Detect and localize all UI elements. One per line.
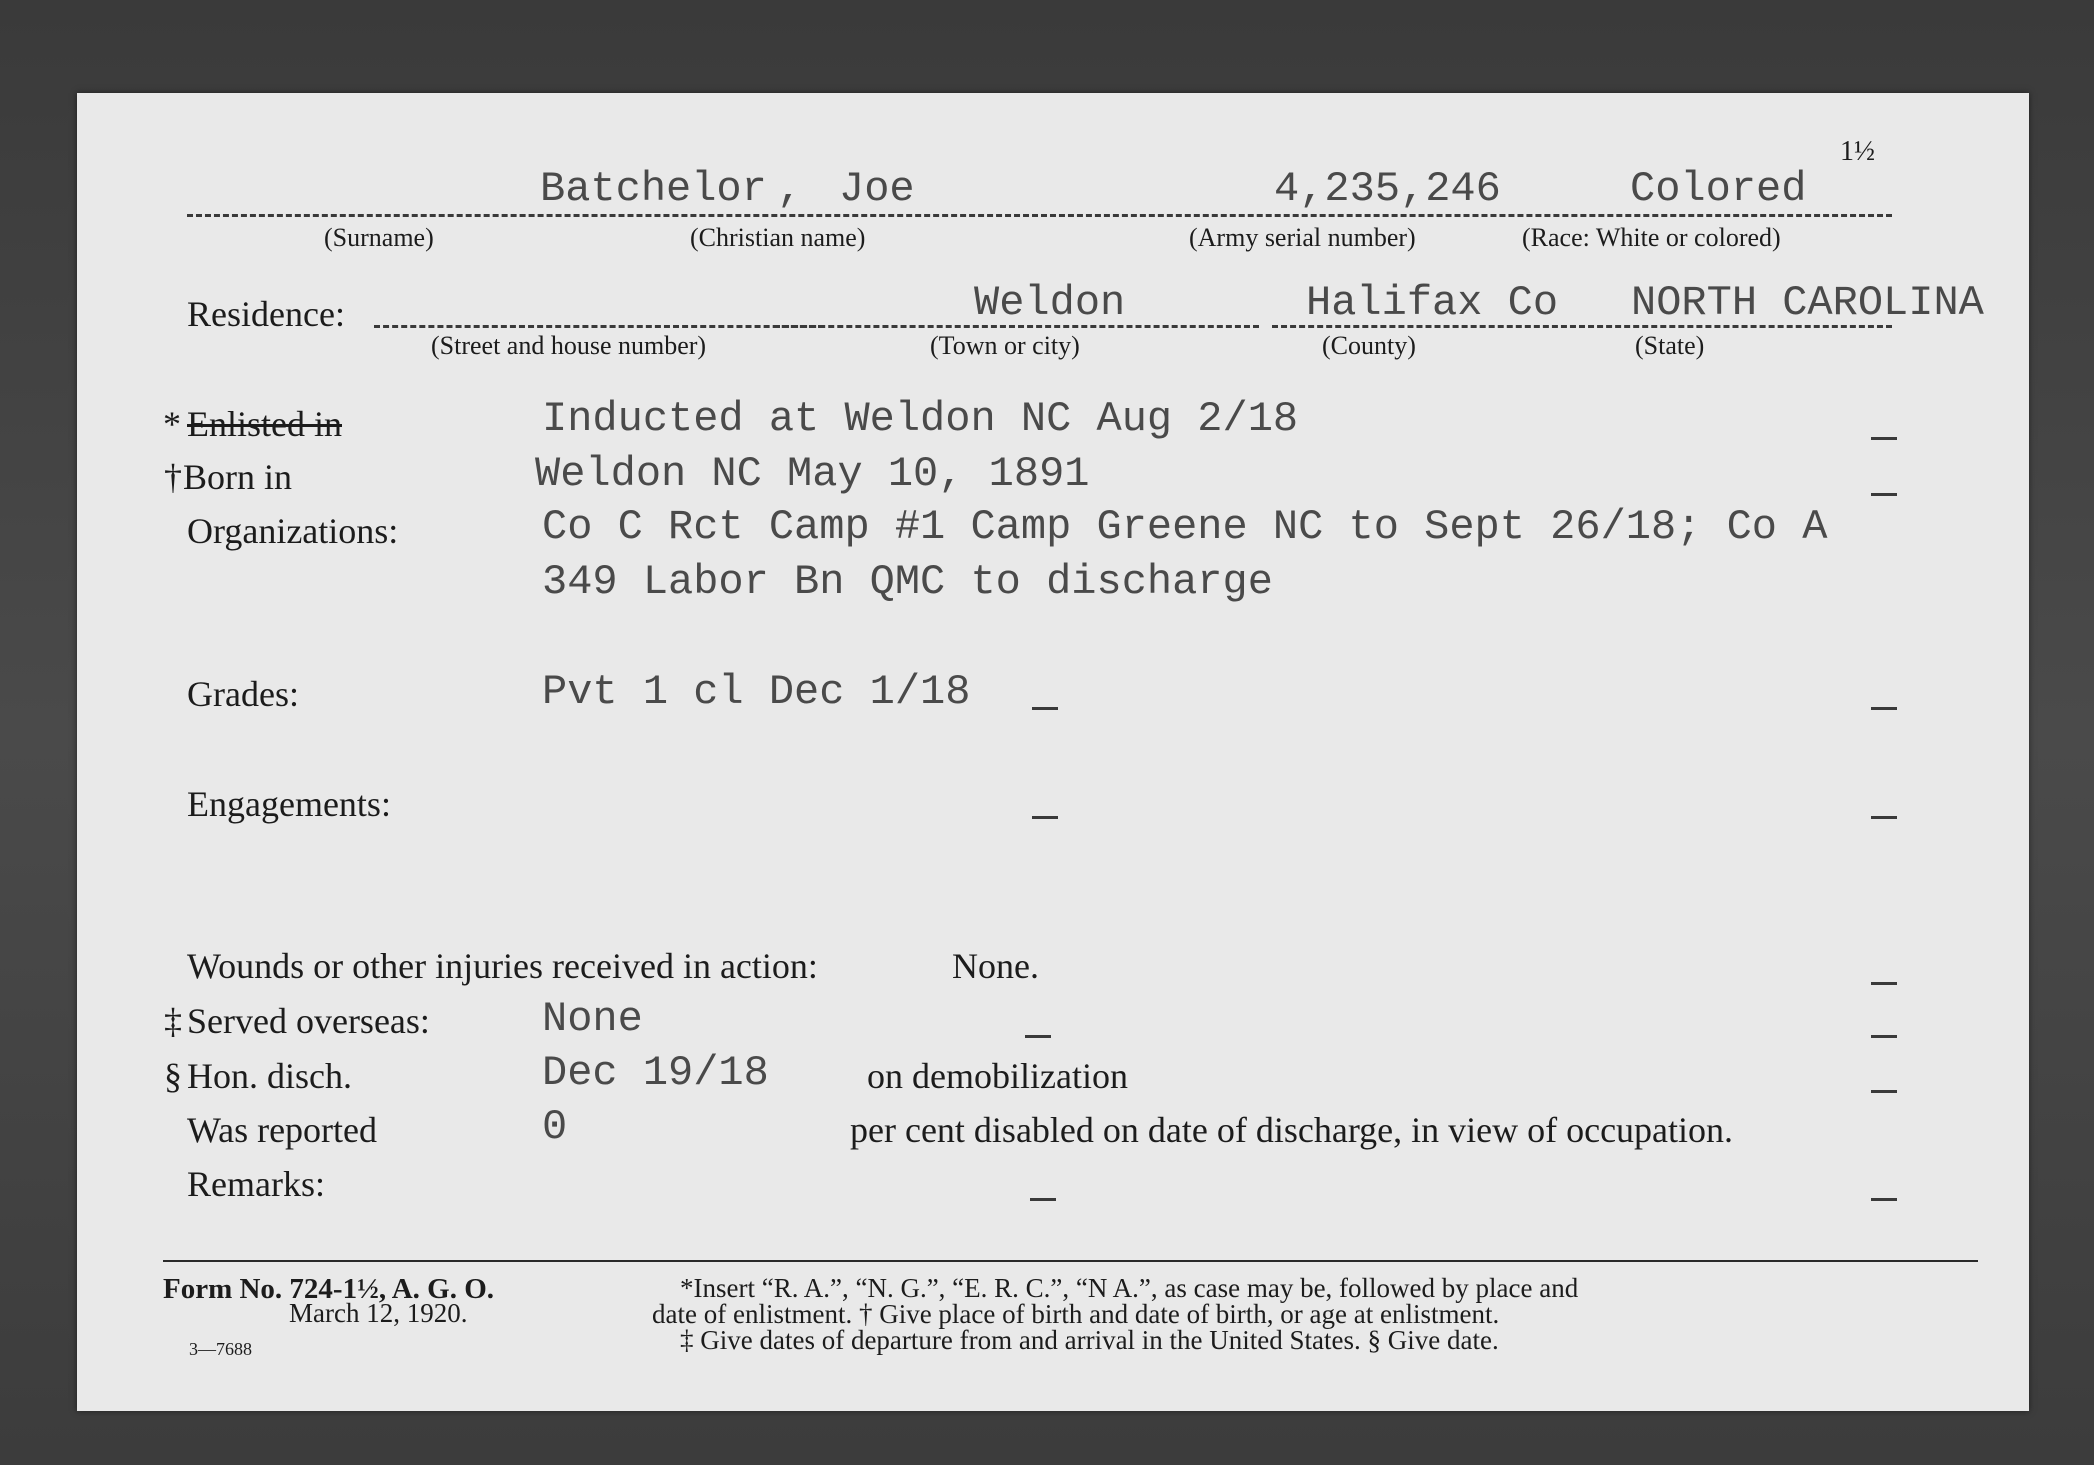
surname-caption: (Surname): [324, 223, 434, 252]
race-caption: (Race: White or colored): [1522, 223, 1781, 252]
footer-note-line-3: ‡ Give dates of departure from and arrival in the United States. § Give date.: [680, 1325, 1499, 1355]
form-date: March 12, 1920.: [289, 1298, 468, 1328]
born-dash: [1871, 493, 1897, 496]
remarks-dash: [1030, 1198, 1056, 1201]
reported-label: Was reported: [187, 1110, 378, 1150]
born-symbol: †: [164, 457, 182, 497]
county-caption: (County): [1322, 331, 1416, 360]
organizations-line-2: 349 Labor Bn QMC to discharge: [542, 558, 1273, 606]
discharge-value: Dec 19/18: [542, 1049, 769, 1097]
street-caption: (Street and house number): [431, 331, 707, 360]
footer-note-line-2: date of enlistment. † Give place of birth and date of birth, or age at enlistment.: [652, 1299, 1500, 1329]
overseas-value: None: [542, 995, 643, 1043]
christian-name-value: Joe: [839, 165, 915, 213]
wounds-value: None.: [952, 946, 1039, 986]
grades-label: Grades:: [187, 674, 299, 714]
serial-caption: (Army serial number): [1189, 223, 1416, 252]
serial-number-value: 4,235,246: [1274, 165, 1501, 213]
discharge-dash: [1871, 1090, 1897, 1093]
discharge-label: Hon. disch.: [187, 1056, 352, 1096]
grades-value: Pvt 1 cl Dec 1/18: [542, 668, 971, 716]
name-separator: ,: [777, 165, 803, 213]
enlisted-label: Enlisted in: [187, 404, 342, 444]
grades-dash: [1032, 707, 1058, 710]
born-label: Born in: [183, 457, 293, 497]
organizations-line-1: Co C Rct Camp #1 Camp Greene NC to Sept 26/18; Co A: [542, 503, 1828, 551]
christian-name-caption: (Christian name): [690, 223, 866, 252]
state-caption: (State): [1635, 331, 1705, 360]
enlisted-dash: [1871, 437, 1897, 440]
reported-text: per cent disabled on date of discharge, in view of occupation.: [850, 1110, 1734, 1150]
print-code: 3—7688: [189, 1339, 252, 1359]
town-value: Weldon: [974, 279, 1126, 327]
town-line: [774, 325, 1259, 328]
footer-rule: [163, 1260, 1978, 1262]
race-value: Colored: [1630, 165, 1807, 213]
state-value: NORTH CAROLINA: [1631, 279, 1984, 327]
grades-end-dash: [1871, 707, 1897, 710]
enlisted-value: Inducted at Weldon NC Aug 2/18: [542, 395, 1299, 443]
engagements-end-dash: [1871, 816, 1897, 819]
remarks-label: Remarks:: [187, 1164, 325, 1204]
residence-label: Residence:: [187, 294, 345, 334]
surname-value: Batchelor: [540, 165, 767, 213]
corner-mark: 1½: [1840, 136, 1875, 167]
reported-value: 0: [542, 1103, 568, 1151]
service-record-card: [77, 93, 2029, 1411]
enlisted-symbol: *: [163, 404, 181, 444]
street-line: [374, 325, 824, 328]
engagements-dash: [1032, 816, 1058, 819]
organizations-label: Organizations:: [187, 511, 399, 551]
overseas-label: Served overseas:: [187, 1001, 430, 1041]
remarks-end-dash: [1871, 1198, 1897, 1201]
overseas-symbol: ‡: [164, 1001, 182, 1041]
overseas-end-dash: [1871, 1035, 1897, 1038]
county-state-line: [1272, 325, 1892, 328]
born-value: Weldon NC May 10, 1891: [535, 450, 1090, 498]
town-caption: (Town or city): [930, 331, 1080, 360]
county-value: Halifax Co: [1306, 279, 1559, 327]
engagements-label: Engagements:: [187, 784, 391, 824]
discharge-symbol: §: [164, 1056, 182, 1096]
overseas-dash: [1025, 1035, 1051, 1038]
discharge-note: on demobilization: [867, 1056, 1128, 1096]
footer-note-line-1: *Insert “R. A.”, “N. G.”, “E. R. C.”, “N A.”, as case may be, followed by place and: [680, 1273, 1579, 1303]
wounds-dash: [1871, 982, 1897, 985]
form-number: Form No. 724-1½, A. G. O.: [163, 1273, 495, 1305]
wounds-label: Wounds or other injuries received in action:: [187, 946, 818, 986]
name-row-line: [187, 214, 1892, 217]
